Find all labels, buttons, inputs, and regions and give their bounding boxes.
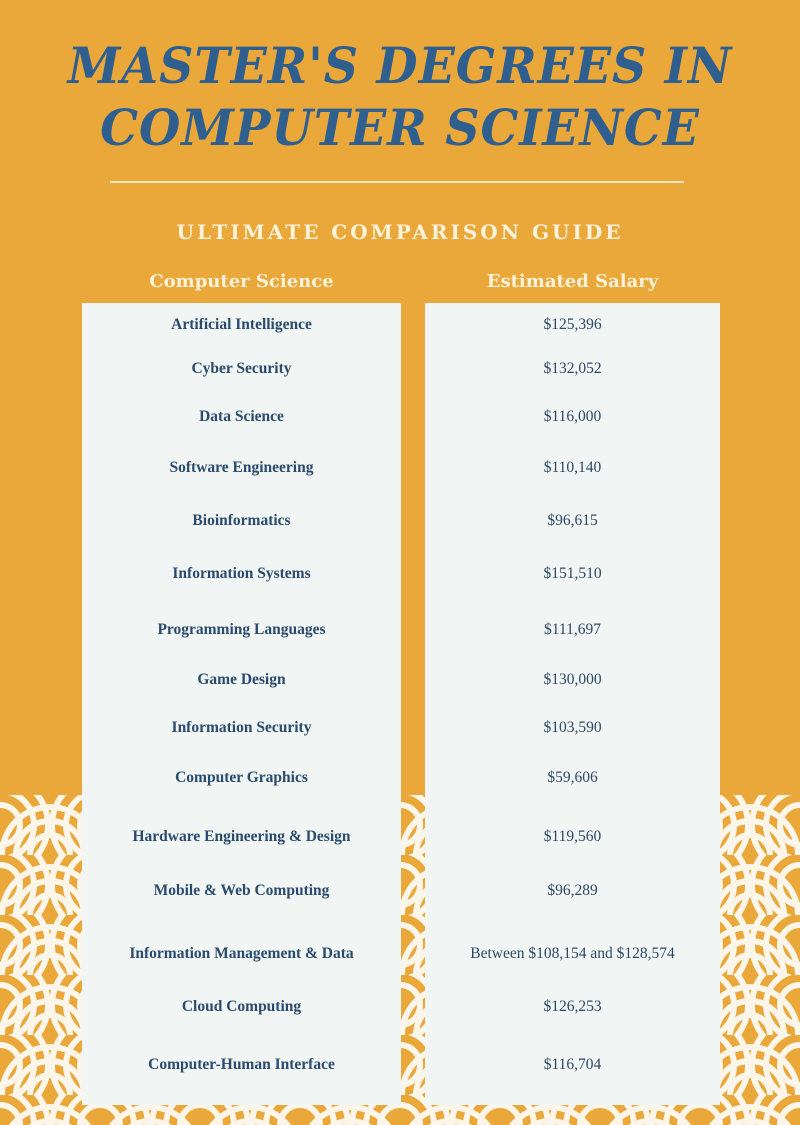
salary-cell: $110,140 (543, 459, 602, 476)
salary-cell: $116,000 (543, 408, 602, 425)
salary-cell: Between $108,154 and $128,574 (470, 945, 675, 962)
degree-cell: Cloud Computing (181, 998, 302, 1015)
title-line-1: MASTER'S DEGREES IN (67, 36, 733, 95)
column-header-degree: Computer Science (149, 271, 334, 292)
column-header-salary: Estimated Salary (486, 271, 659, 292)
salary-cell: $125,396 (543, 316, 602, 333)
salary-cell: $103,590 (543, 719, 602, 736)
degree-cell: Cyber Security (191, 360, 292, 377)
salary-cell: $126,253 (543, 998, 602, 1015)
degree-cell: Software Engineering (169, 459, 314, 476)
degree-cell: Artificial Intelligence (171, 316, 312, 333)
salary-cell: $111,697 (544, 621, 601, 638)
subtitle: ULTIMATE COMPARISON GUIDE (176, 220, 624, 244)
degree-cell: Information Systems (172, 565, 311, 582)
salary-cell: $130,000 (543, 671, 602, 688)
title-line-2: COMPUTER SCIENCE (100, 98, 700, 157)
salary-cell: $132,052 (543, 360, 602, 377)
degree-cell: Data Science (199, 408, 284, 425)
degree-cell: Mobile & Web Computing (153, 882, 330, 899)
salary-cell: $96,289 (547, 882, 598, 899)
degree-cell: Computer-Human Interface (148, 1056, 335, 1073)
salary-cell: $116,704 (543, 1056, 602, 1073)
degree-cell: Computer Graphics (175, 769, 308, 786)
title-divider (110, 181, 684, 183)
degree-cell: Information Management & Data (129, 945, 354, 962)
degree-cell: Bioinformatics (192, 512, 291, 529)
salary-cell: $59,606 (547, 769, 598, 786)
degree-cell: Game Design (197, 671, 286, 688)
salary-cell: $96,615 (547, 512, 598, 529)
degree-cell: Programming Languages (157, 621, 326, 638)
salary-cell: $151,510 (543, 565, 602, 582)
degree-cell: Hardware Engineering & Design (132, 828, 351, 845)
degree-cell: Information Security (171, 719, 312, 736)
salary-cell: $119,560 (543, 828, 602, 845)
